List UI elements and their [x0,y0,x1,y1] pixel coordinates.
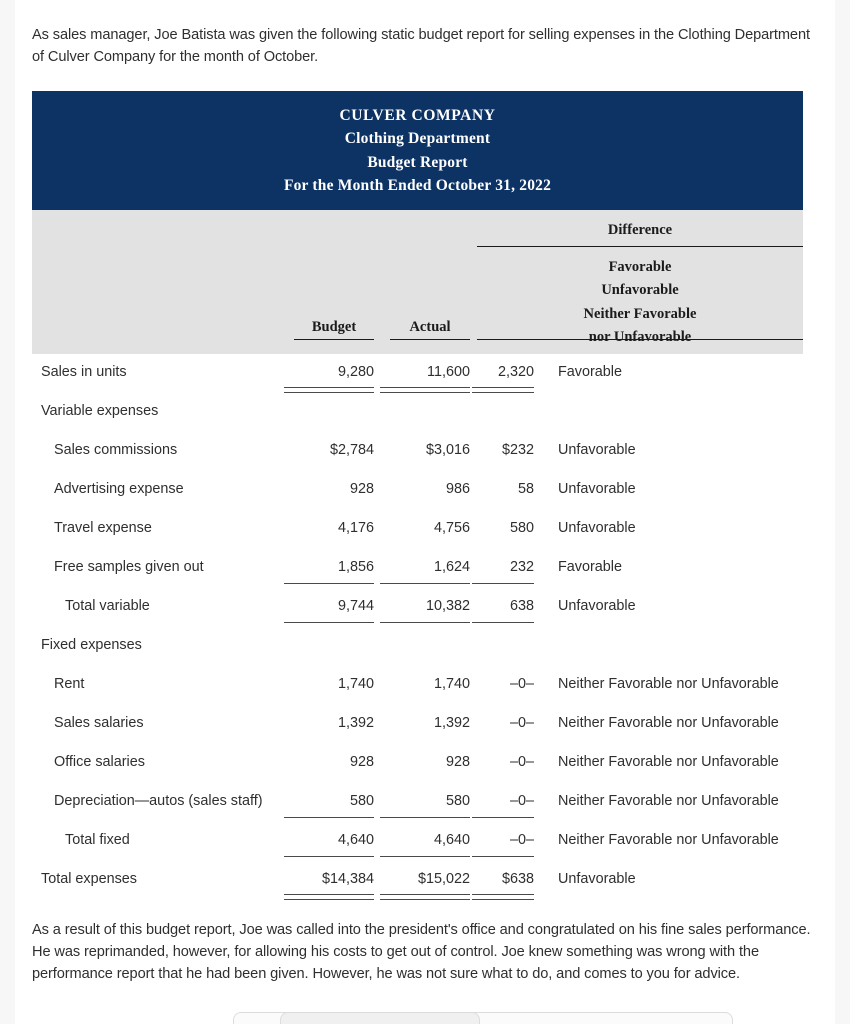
row-label: Total expenses [41,870,137,887]
row-label: Advertising expense [54,480,184,497]
difference-legend-nor-unfavorable: nor Unfavorable [588,329,692,346]
cell-rule-bottom [472,583,534,584]
cell-budget: 580 [349,792,374,809]
difference-legend-favorable: Favorable [608,258,672,275]
difference-legend-neither-favorable: Neither Favorable [583,305,697,322]
row-label: Variable expenses [41,402,159,419]
cell-difference: –0– [509,753,534,770]
cell-favorability: Neither Favorable nor Unfavorable [558,792,779,809]
table-row [32,822,803,861]
cell-favorability: Unfavorable [558,519,636,536]
cell-budget: 928 [349,480,374,497]
table-row [32,549,803,588]
row-label: Travel expense [54,519,152,536]
cell-budget: 1,392 [337,714,374,731]
cell-favorability: Unfavorable [558,597,636,614]
cell-difference: 58 [517,480,534,497]
row-label: Depreciation—autos (sales staff) [54,792,263,809]
intro-paragraph: As sales manager, Joe Batista was given the following static budget report for selling expenses in the Clothing Department of Culver Company for the month of October. [32,26,810,65]
cell-actual: $3,016 [425,441,470,458]
column-header-difference: Difference [607,221,673,238]
difference-legend-unfavorable: Unfavorable [601,282,679,299]
cell-rule-bottom [380,583,470,584]
cell-rule-bottom [472,856,534,857]
report-period-label: For the Month Ended October 31, 2022 [283,177,552,195]
cell-rule-double [380,894,470,900]
cell-difference: 638 [509,597,534,614]
difference-column-rule [477,339,803,340]
cell-budget: $14,384 [321,870,374,887]
cell-difference: –0– [509,675,534,692]
table-row [32,744,803,783]
cell-budget: 4,176 [337,519,374,536]
row-label: Sales salaries [54,714,144,731]
cell-rule-bottom [380,817,470,818]
cell-actual: 1,624 [433,558,470,575]
table-row [32,393,803,432]
table-column-header [32,210,803,354]
cell-rule-bottom [472,817,534,818]
card-stub-inner [280,1012,480,1024]
table-body [32,354,803,900]
cell-difference: –0– [509,831,534,848]
table-row [32,705,803,744]
column-header-actual: Actual [390,319,470,340]
cell-favorability: Neither Favorable nor Unfavorable [558,831,779,848]
cell-difference: 2,320 [497,363,534,380]
document-page [15,0,835,1024]
cell-actual: 4,756 [433,519,470,536]
offscreen-card-stubs [0,1012,850,1024]
cell-budget: 1,856 [337,558,374,575]
difference-legend [477,256,803,350]
cell-favorability: Neither Favorable nor Unfavorable [558,753,779,770]
table-row [32,861,803,900]
cell-favorability: Favorable [558,363,622,380]
report-type-label: Budget Report [367,153,468,171]
cell-budget: 4,640 [337,831,374,848]
table-row [32,432,803,471]
budget-report-table [32,91,803,900]
cell-difference: 580 [509,519,534,536]
table-row [32,783,803,822]
row-label: Sales commissions [54,441,178,458]
cell-rule-bottom [284,856,374,857]
table-row [32,510,803,549]
cell-difference: $232 [501,441,534,458]
report-department-name: Clothing Department [344,130,491,148]
difference-header-rule [477,246,803,247]
cell-actual: $15,022 [417,870,470,887]
cell-budget: 1,740 [337,675,374,692]
cell-difference: –0– [509,714,534,731]
cell-budget: 9,280 [337,363,374,380]
cell-rule-bottom [380,622,470,623]
cell-rule-bottom [472,622,534,623]
row-label: Rent [54,675,85,692]
cell-actual: 10,382 [425,597,470,614]
cell-rule-double [284,894,374,900]
cell-budget: 9,744 [337,597,374,614]
table-row [32,471,803,510]
column-header-budget: Budget [294,319,374,340]
cell-actual: 580 [445,792,470,809]
cell-difference: 232 [509,558,534,575]
table-row [32,666,803,705]
cell-difference: –0– [509,792,534,809]
cell-rule-bottom [284,622,374,623]
table-row [32,627,803,666]
cell-rule-double [472,894,534,900]
cell-rule-bottom [284,817,374,818]
cell-favorability: Unfavorable [558,480,636,497]
cell-actual: 4,640 [433,831,470,848]
cell-actual: 1,392 [433,714,470,731]
outro-paragraph: As a result of this budget report, Joe was called into the president's office and congratulated on his fine sales performance. He was reprimanded, however, for allowing his costs to get out of control. Joe knew something was wrong with the performance report that he had been given. However, he was not sure what to do, and comes to you for advice. [32,921,811,982]
cell-actual: 986 [445,480,470,497]
cell-rule-bottom [380,856,470,857]
row-label: Total fixed [65,831,130,848]
table-row [32,354,803,393]
row-label: Fixed expenses [41,636,142,653]
cell-favorability: Unfavorable [558,870,636,887]
cell-favorability: Unfavorable [558,441,636,458]
table-row [32,588,803,627]
cell-actual: 1,740 [433,675,470,692]
cell-actual: 928 [445,753,470,770]
cell-budget: $2,784 [329,441,374,458]
report-company-name: CULVER COMPANY [339,106,496,124]
report-title-block [32,91,803,210]
cell-favorability: Neither Favorable nor Unfavorable [558,714,779,731]
cell-favorability: Neither Favorable nor Unfavorable [558,675,779,692]
cell-difference: $638 [501,870,534,887]
cell-favorability: Favorable [558,558,622,575]
row-label: Sales in units [41,363,127,380]
cell-budget: 928 [349,753,374,770]
cell-actual: 11,600 [427,363,470,380]
row-label: Free samples given out [54,558,204,575]
row-label: Office salaries [54,753,145,770]
cell-rule-bottom [284,583,374,584]
row-label: Total variable [65,597,150,614]
